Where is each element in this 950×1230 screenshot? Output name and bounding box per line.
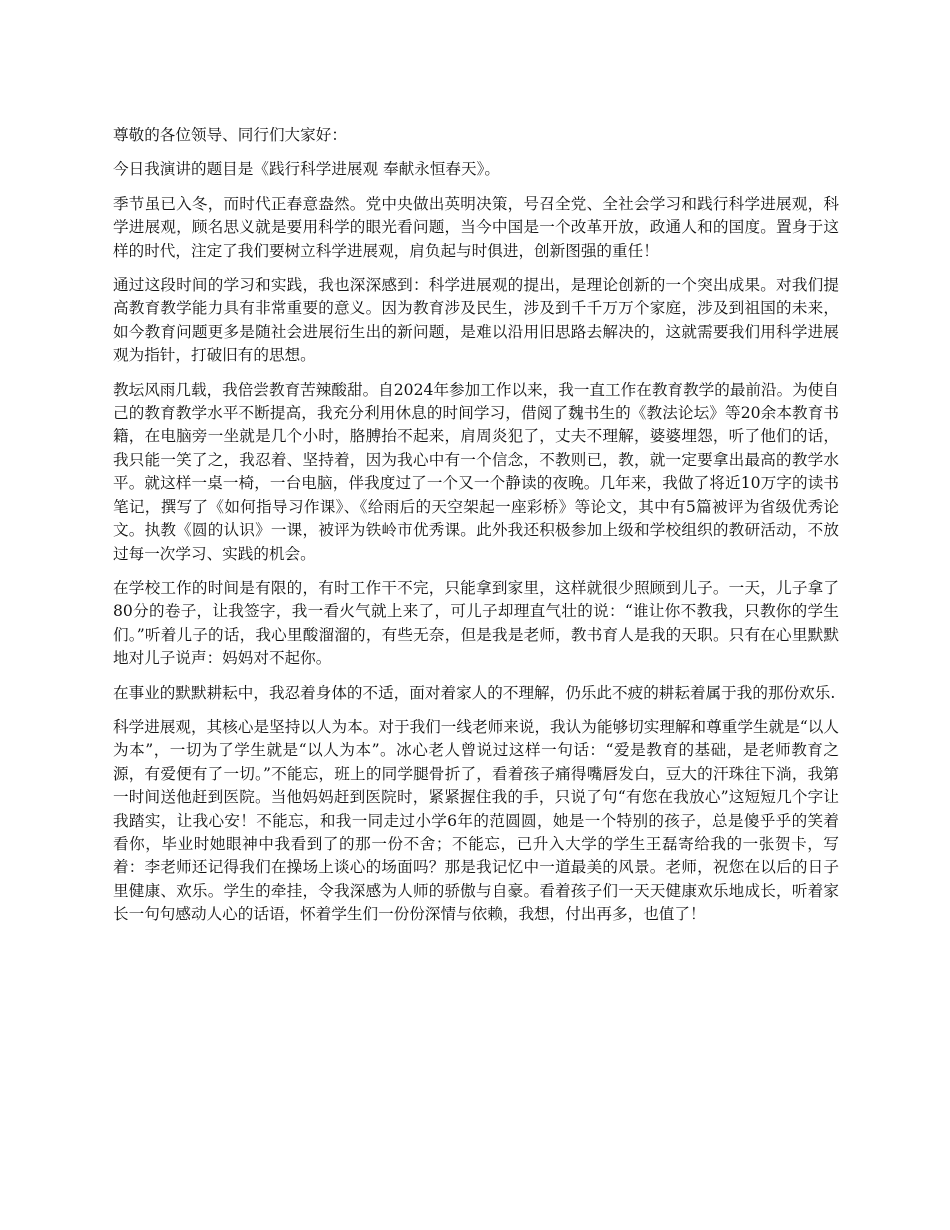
speech-topic: 今日我演讲的题目是《践行科学进展观 奉献永恒春天》。: [113, 160, 501, 179]
paragraph-6: 科学进展观，其核心是坚持以人为本。对于我们一线老师来说，我认为能够切实理解和尊重学生就是“以人为本”，一切为了学生就是“以人为本”。冰心老人曾说过这样一句话：“爱是教育的基础，是老师教育之源，有爱便有了一切。”不能忘，班上的同学腿骨折了，看着孩子痛得嘴唇发白，豆大的汗珠往下淌，我第一时间送他赶到医院。当他妈妈赶到医院时，紧紧握住我的手，只说了句“有您在我放心”这短短几个字让我踏实，让我心安！不能忘，和我一同走过小学6年的范圆圆，她是一个特别的孩子，总是傻乎乎的笑着看你，毕业时她眼神中我看到了的那一份不舍；不能忘，已升入大学的学生王磊寄给我的一张贺卡，写着：李老师还记得我们在操场上谈心的场面吗？那是我记忆中一道最美的风景。老师，祝您在以后的日子里健康、欢乐。学生的牵挂，令我深感为人师的骄傲与自豪。看着孩子们一天天健康欢乐地成长，听着家长一句句感动人心的话语，怀着学生们一份份深情与依赖，我想，付出再多，也值了！: [113, 717, 839, 924]
paragraph-3: 教坛风雨几载，我倍尝教育苦辣酸甜。自2024年参加工作以来，我一直工作在教育教学的最前沿。为使自己的教育教学水平不断提高，我充分利用休息的时间学习，借阅了魏书生的《教法论坛》等20余本教育书籍，在电脑旁一坐就是几个小时，胳膊抬不起来，肩周炎犯了，丈夫不理解，婆婆埋怨，听了他们的话，我只能一笑了之，我忍着、坚持着，因为我心中有一个信念，不教则已，教，就一定要拿出最高的教学水平。就这样一桌一椅，一台电脑，伴我度过了一个又一个静读的夜晚。几年来，我做了将近10万字的读书笔记，撰写了《如何指导习作课》、《给雨后的天空架起一座彩桥》等论文，其中有5篇被评为省级优秀论文。执教《圆的认识》一课，被评为铁岭市优秀课。此外我还积极参加上级和学校组织的教研活动，不放过每一次学习、实践的机会。: [113, 380, 839, 563]
paragraph-1: 季节虽已入冬，而时代正春意盎然。党中央做出英明决策，号召全党、全社会学习和践行科学进展观，科学进展观，顾名思义就是要用科学的眼光看问题，当今中国是一个改革开放，政通人和的国度。置身于这样的时代，注定了我们要树立科学进展观，肩负起与时俱进，创新图强的重任！: [113, 194, 839, 260]
paragraph-2: 通过这段时间的学习和实践，我也深深感到：科学进展观的提出，是理论创新的一个突出成果。对我们提高教育教学能力具有非常重要的意义。因为教育涉及民生，涉及到千千万万个家庭，涉及到祖国的未来，如今教育问题更多是随社会进展衍生出的新问题，是难以沿用旧思路去解决的，这就需要我们用科学进展观为指针，打破旧有的思想。: [113, 276, 839, 365]
paragraph-4: 在学校工作的时间是有限的，有时工作干不完，只能拿到家里，这样就很少照顾到儿子。一天，儿子拿了80分的卷子，让我签字，我一看火气就上来了，可儿子却理直气壮的说：“谁让你不教我，只教你的学生们。”听着儿子的话，我心里酸溜溜的，有些无奈，但是我是老师，教书育人是我的天职。只有在心里默默地对儿子说声：妈妈对不起你。: [113, 578, 839, 668]
document-body: [113, 124, 839, 938]
paragraph-5: 在事业的默默耕耘中，我忍着身体的不适，面对着家人的不理解，仍乐此不疲的耕耘着属于我的那份欢乐.: [113, 683, 836, 702]
greeting: 尊敬的各位领导、同行们大家好：: [113, 126, 347, 144]
